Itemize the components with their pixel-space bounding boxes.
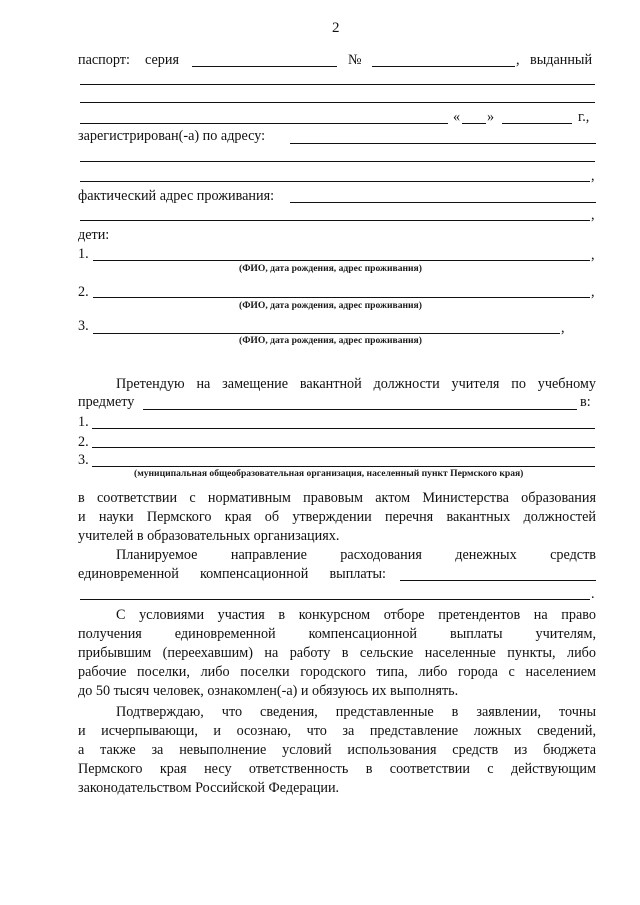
- planned-end-mark: .: [591, 586, 595, 602]
- conditions-line-4: рабочие поселки, либо поселки городского типа, либо города с населением: [78, 664, 596, 680]
- accordance-line-3: учителей в образовательных организациях.: [78, 528, 340, 544]
- school-option-1-number: 1.: [78, 414, 89, 430]
- school-option-2-number: 2.: [78, 434, 89, 450]
- registered-address-field-2[interactable]: [80, 161, 595, 162]
- conditions-line-3: прибывшим (переехавшим) на работу в сельские населенные пункты, либо: [78, 645, 596, 661]
- registered-address-comma: ,: [591, 168, 595, 184]
- school-option-3-number: 3.: [78, 452, 89, 468]
- registered-address-field-1[interactable]: [290, 143, 596, 144]
- child-2-comma: ,: [591, 284, 595, 300]
- actual-address-label: фактический адрес проживания:: [78, 188, 275, 204]
- subject-suffix: в:: [580, 394, 591, 410]
- actual-address-field-2[interactable]: [80, 220, 590, 221]
- passport-series-label: серия: [145, 52, 179, 68]
- child-1-number: 1.: [78, 246, 89, 262]
- confirm-line-3: а также за невыполнение условий использования средств из бюджета: [78, 742, 596, 758]
- school-option-1-field[interactable]: [92, 428, 595, 429]
- conditions-line-5: до 50 тысяч человек, ознакомлен(-а) и обязуюсь их выполнять.: [78, 683, 459, 699]
- school-option-3-field[interactable]: [92, 466, 595, 467]
- children-label: дети:: [78, 227, 110, 243]
- date-close-quote: »: [487, 109, 495, 125]
- child-1-comma: ,: [591, 247, 595, 263]
- passport-series-field[interactable]: [192, 66, 337, 67]
- passport-issued-by-field-3[interactable]: [80, 123, 448, 124]
- accordance-line-1: в соответствии с нормативным правовым актом Министерства образования: [78, 490, 596, 506]
- confirm-line-5: законодательством Российской Федерации.: [78, 780, 340, 796]
- date-open-quote: «: [453, 109, 461, 125]
- child-1-field[interactable]: [93, 260, 590, 261]
- child-3-field[interactable]: [93, 333, 560, 334]
- subject-label: предмету: [78, 394, 135, 410]
- child-3-number: 3.: [78, 318, 89, 334]
- passport-issued-label: выданный: [530, 52, 593, 68]
- planned-line-1: Планируемое направление расходования денежных средств: [116, 547, 596, 563]
- page-number: 2: [332, 20, 340, 36]
- passport-issue-month-field[interactable]: [502, 123, 572, 124]
- passport-number-field[interactable]: [372, 66, 515, 67]
- child-1-caption: (ФИО, дата рождения, адрес проживания): [239, 263, 422, 274]
- child-2-field[interactable]: [93, 297, 590, 298]
- passport-comma: ,: [516, 52, 520, 68]
- passport-number-label: №: [348, 52, 362, 68]
- passport-label: паспорт:: [78, 52, 130, 68]
- accordance-line-2: и науки Пермского края об утверждении перечня вакантных должностей: [78, 509, 596, 525]
- actual-address-comma: ,: [591, 207, 595, 223]
- confirm-line-2: и исчерпывающи, и осознаю, что за представление ложных сведений,: [78, 723, 596, 739]
- school-option-2-field[interactable]: [92, 447, 595, 448]
- passport-issued-by-field-1[interactable]: [80, 84, 595, 85]
- subject-field[interactable]: [143, 409, 577, 410]
- school-options-caption: (муниципальная общеобразовательная организация, населенный пункт Пермского края): [134, 468, 524, 479]
- year-label: г.,: [578, 109, 590, 125]
- planned-spending-field-1[interactable]: [400, 580, 596, 581]
- confirm-line-1: Подтверждаю, что сведения, представленные в заявлении, точны: [116, 704, 596, 720]
- child-2-number: 2.: [78, 284, 89, 300]
- passport-issue-day-field[interactable]: [462, 123, 486, 124]
- claim-line-1: Претендую на замещение вакантной должности учителя по учебному: [116, 376, 596, 392]
- child-3-comma: ,: [561, 320, 565, 336]
- conditions-line-2: получения единовременной компенсационной выплаты учителям,: [78, 626, 596, 642]
- confirm-line-4: Пермского края несу ответственность в соответствии с действующим: [78, 761, 596, 777]
- registered-address-label: зарегистрирован(-а) по адресу:: [78, 128, 266, 144]
- actual-address-field-1[interactable]: [290, 202, 596, 203]
- passport-issued-by-field-2[interactable]: [80, 102, 595, 103]
- child-3-caption: (ФИО, дата рождения, адрес проживания): [239, 335, 422, 346]
- planned-spending-field-2[interactable]: [80, 599, 590, 600]
- planned-line-2: единовременной компенсационной выплаты:: [78, 566, 386, 582]
- child-2-caption: (ФИО, дата рождения, адрес проживания): [239, 300, 422, 311]
- registered-address-field-3[interactable]: [80, 181, 590, 182]
- conditions-line-1: С условиями участия в конкурсном отборе претендентов на право: [116, 607, 596, 623]
